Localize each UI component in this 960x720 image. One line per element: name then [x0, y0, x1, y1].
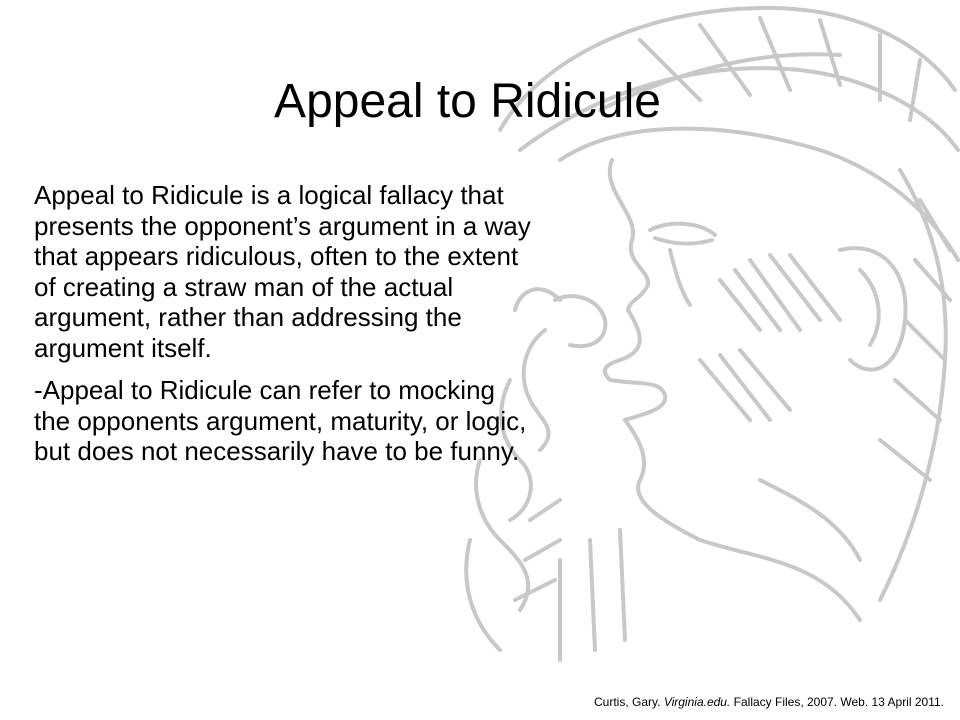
citation [594, 694, 944, 710]
citation-site: Virginia.edu. [663, 695, 731, 709]
slide-body [34, 180, 534, 467]
citation-author: Curtis, Gary. [594, 695, 661, 709]
explanation-paragraph: -Appeal to Ridicule can refer to mocking the opponents argument, maturity, or logic, but does not necessarily have to be funny. [34, 375, 527, 466]
slide-title: Appeal to Ridicule [274, 75, 661, 128]
definition-paragraph: Appeal to Ridicule is a logical fallacy that presents the opponent’s argument in a way that appears ridiculous, often to the extent of creating a straw man of the actual argument, rather than addressing the argument itself. [34, 180, 531, 363]
citation-details: Fallacy Files, 2007. Web. 13 April 2011. [733, 695, 944, 709]
